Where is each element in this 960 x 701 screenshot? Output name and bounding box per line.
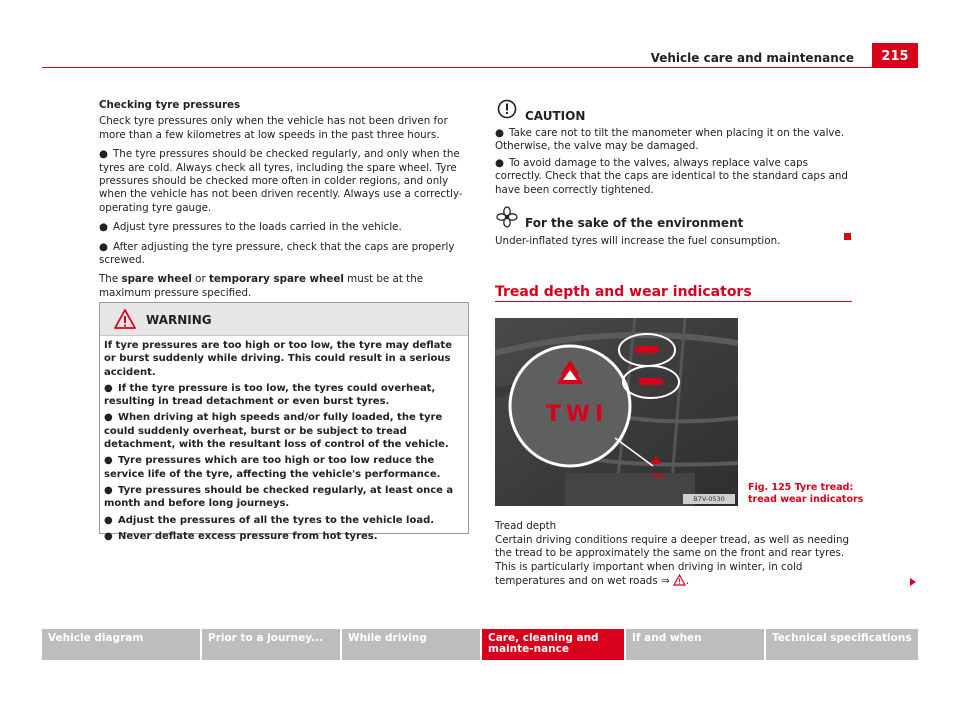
bullet-item: ● After adjusting the tyre pressure, check that the caps are properly screwed. [99,240,455,267]
warning-triangle-icon [114,309,136,329]
header-rule [42,67,918,68]
running-header-title: Vehicle care and maintenance [650,51,854,65]
environment-text: Under-inflated tyres will increase the fuel consumption. [495,235,781,247]
paragraph-spare-wheel: The spare wheel or temporary spare wheel must be at the maximum pressure specified. [99,273,424,299]
warning-intro: If tyre pressures are too high or too low, the tyre may deflate or burst suddenly while driving. This could result in a serious accident. [104,340,452,378]
warning-item: ● When driving at high speeds and/or fully loaded, the tyre could suddenly overheat, burst or be subject to tread detachment, with the resultant loss of control of the vehicle. [104,412,449,451]
tread-depth-body: Certain driving conditions require a deeper tread, as well as needing the tread to be approximately the same on the front and rear tyres. This is particularly important when driving in winter, in cold temperatures and on wet roads ⇒ . [495,534,850,588]
section-title-rule [495,301,852,302]
warning-item: ● Never deflate excess pressure from hot tyres. [104,530,378,542]
flower-environment-icon [496,206,518,228]
caution-body [495,127,852,197]
warning-header [100,303,468,336]
caution-item: ● To avoid damage to the valves, always replace valve caps correctly. Check that the caps are identical to the standard caps and have been correctly tightened. [495,156,848,196]
footer-tab-vehicle-diagram[interactable]: Vehicle diagram [42,629,200,660]
footer-tab-technical-specifications[interactable]: Technical specifications [766,629,918,660]
footer-tab-prior-to-journey[interactable]: Prior to a journey... [202,629,340,660]
footer-tab-if-and-when[interactable]: If and when [626,629,764,660]
paragraph: Check tyre pressures only when the vehicle has not been driven for more than a few kilometres at low speeds in the past three hours. [99,115,448,141]
warning-item: ● Tyre pressures should be checked regularly, at least once a month and before long journeys. [104,484,454,510]
warning-item: ● Tyre pressures which are too high or too low reduce the service life of the tyre, affecting the vehicle's performance. [104,455,441,480]
twi-small-label: TWI [650,473,664,480]
section-heading-tyre-pressures: Checking tyre pressures [99,99,241,111]
footer-tab-while-driving[interactable]: While driving [342,629,480,660]
caution-item: ● Take care not to tilt the manometer when placing it on the valve. Otherwise, the valve may be damaged. [495,127,845,153]
warning-item: ● Adjust the pressures of all the tyres to the vehicle load. [104,514,435,526]
caution-title: CAUTION [525,109,586,123]
tread-depth-heading: Tread depth [495,520,557,532]
twi-label: TWI [545,402,609,427]
figure-code: B7V-0530 [693,495,725,503]
page-number: 215 [872,43,918,67]
tread-depth-text: Certain driving conditions require a deeper tread, as well as needing the tread to be approximately the same on the front and rear tyres. This is particularly important when driving in winter, in cold temperatures and on wet roads ⇒ [495,534,850,588]
figure-caption: Fig. 125 Tyre tread: tread wear indicators [748,482,864,505]
continue-arrow-icon [909,577,917,587]
bullet-item: ● The tyre pressures should be checked regularly, and only when the tyres are cold. Always check all tyres, including the spare wheel. Tyre pressures should be checked more often in colder regions, and only when the vehicle has not been driven recently. Always use a correctly-operating tyre gauge. [99,148,463,214]
warning-title: WARNING [146,313,212,327]
environment-title: For the sake of the environment [525,216,744,230]
bullet-item: ● Adjust tyre pressures to the loads carried in the vehicle. [99,221,402,234]
end-of-section-marker [844,233,851,240]
footer-tab-care-cleaning[interactable]: Care, cleaning and mainte-nance [482,629,624,660]
warning-box [99,302,469,542]
warning-reference-icon [673,574,686,586]
left-column [99,99,467,300]
caution-icon [497,99,517,119]
section-title-tread-depth: Tread depth and wear indicators [495,284,752,300]
warning-item: ● If the tyre pressure is too low, the tyres could overheat, resulting in tread detachment or even burst tyres. [104,382,436,408]
